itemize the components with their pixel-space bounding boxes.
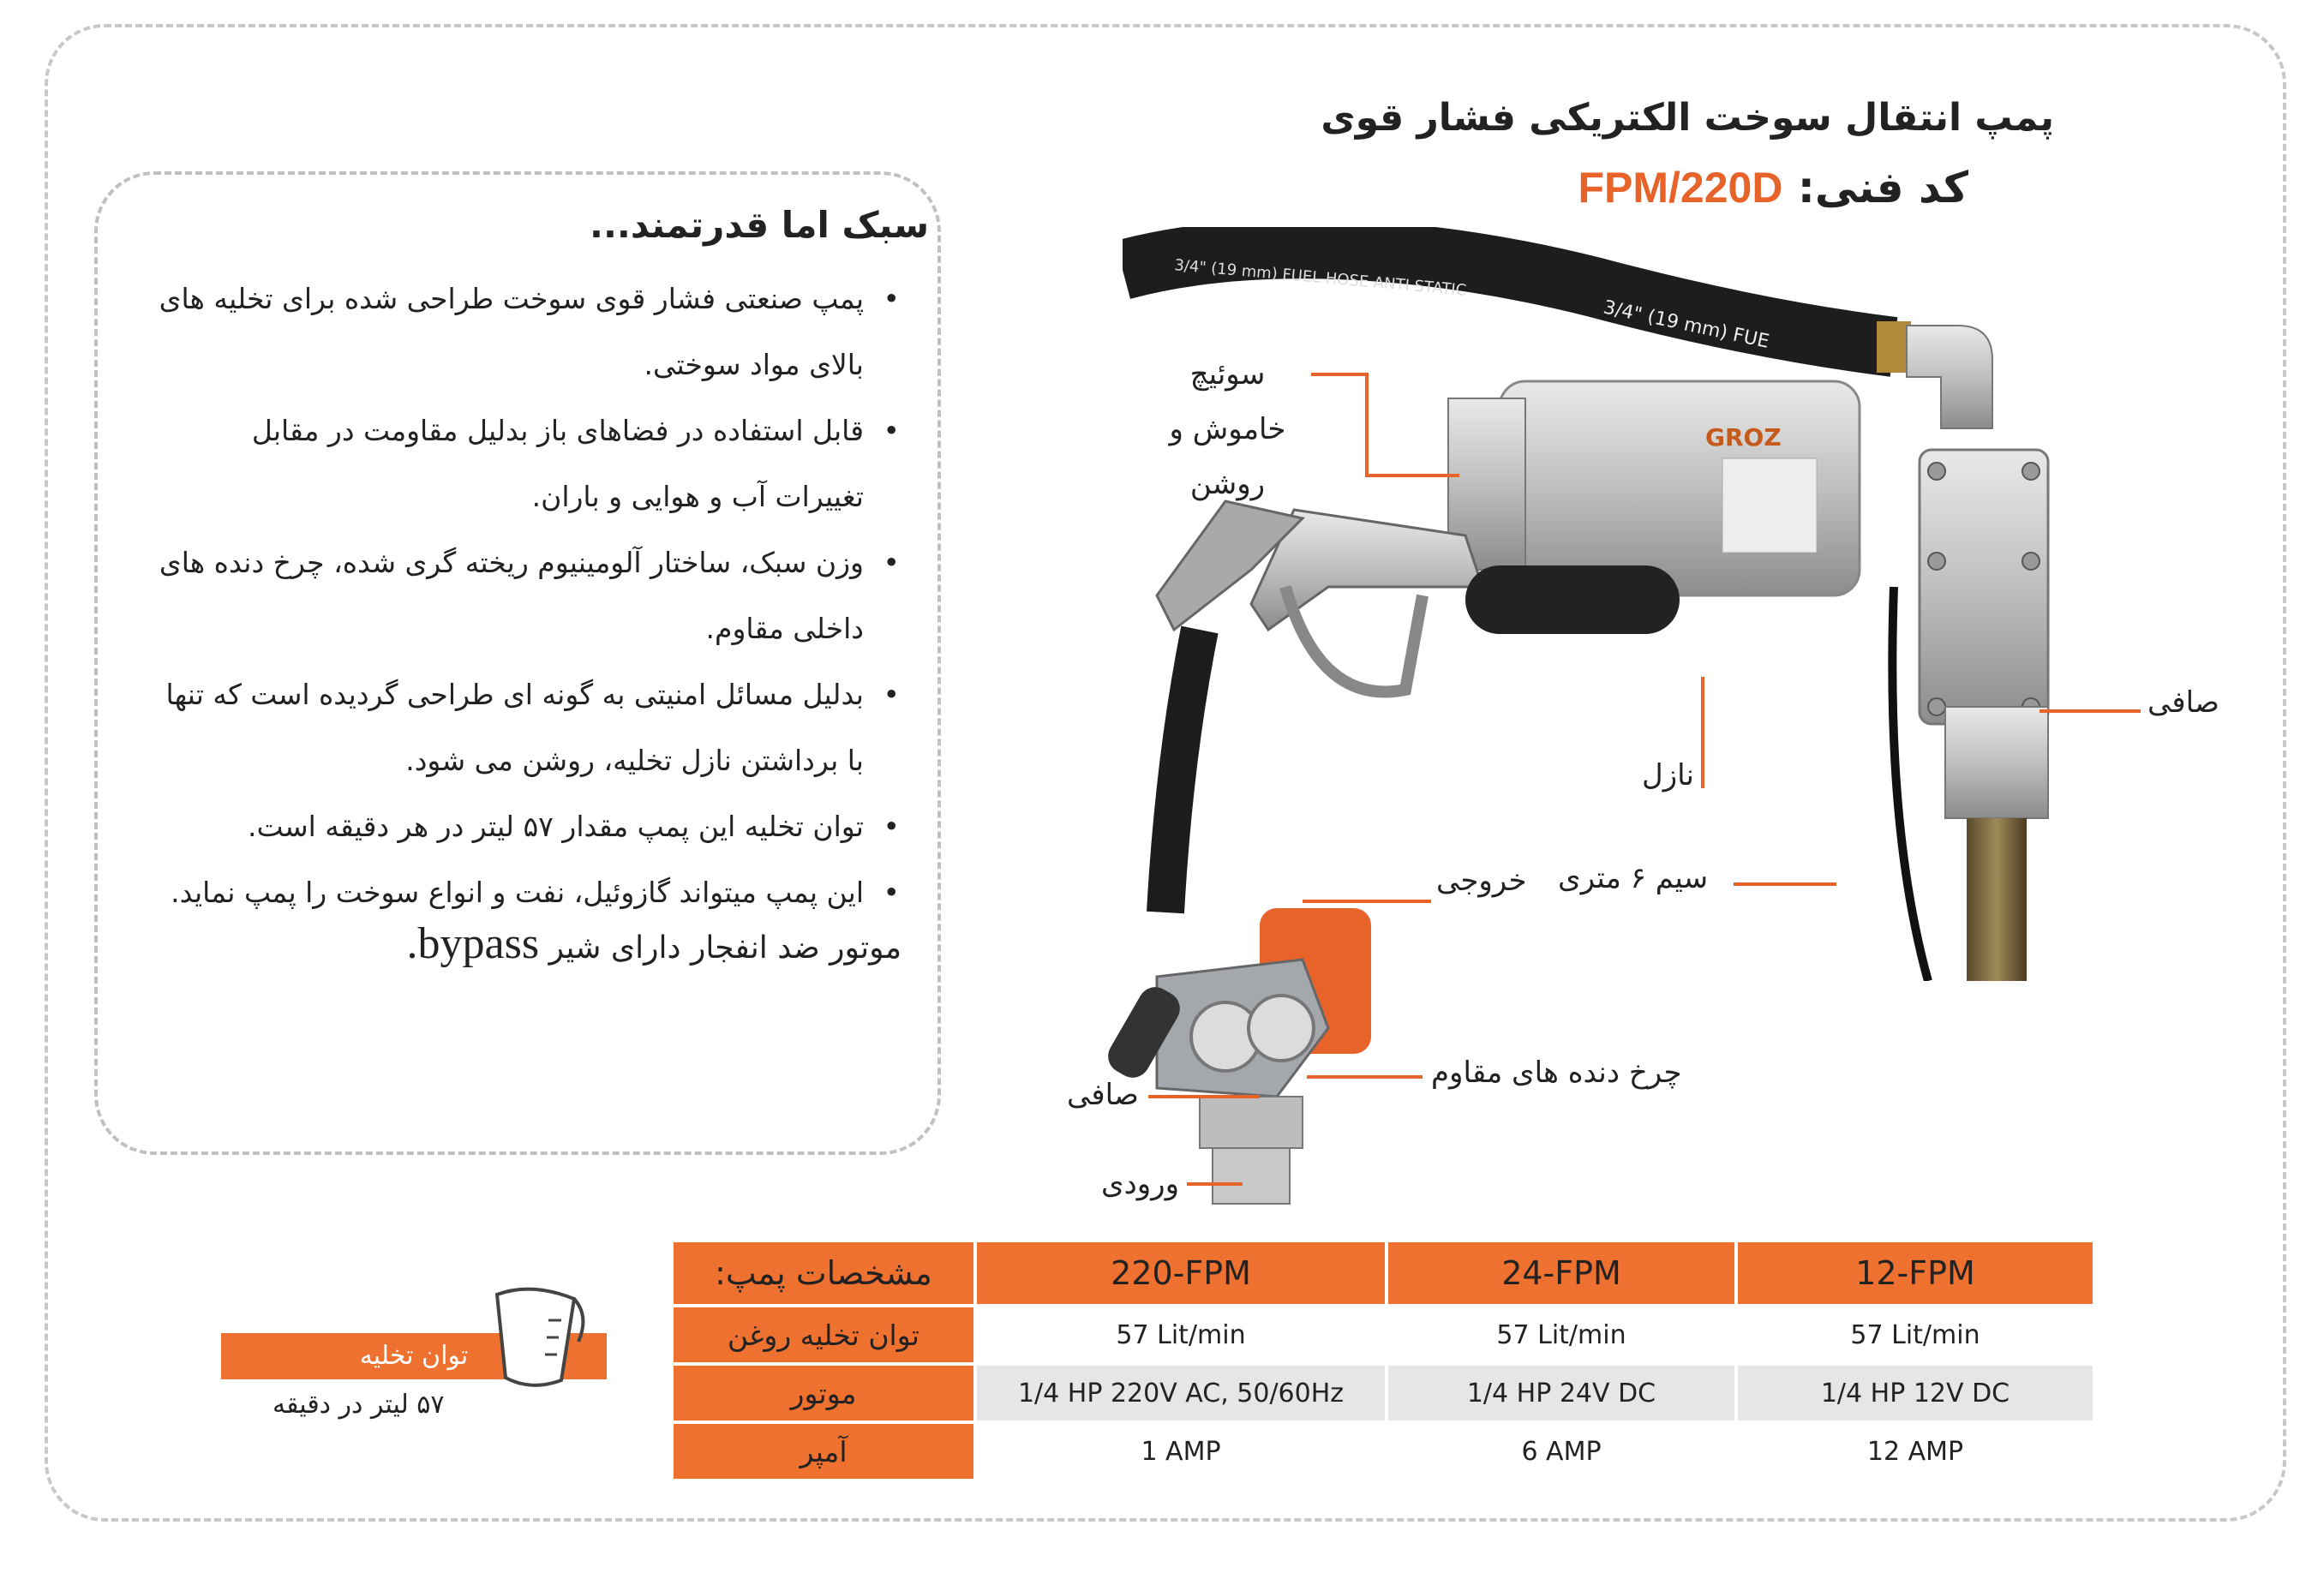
nozzle-hose: [1165, 630, 1200, 912]
table-cell: 57 Lit/min: [1116, 1319, 1246, 1350]
callout-gears: چرخ دنده های مقاوم: [1431, 1056, 1682, 1090]
motor-label: [1722, 458, 1817, 553]
callout-filter: صافی: [2147, 685, 2219, 720]
leader-line: [1311, 373, 1368, 376]
page-title: پمپ انتقال سوخت الکتریکی فشار قوی: [1321, 96, 2054, 140]
pump-head: [1920, 450, 2048, 724]
table-cell: 12 AMP: [1866, 1436, 1964, 1467]
list-item: • قابل استفاده در فضاهای باز بدلیل مقاومت در مقابل تغییرات آب و هوایی و باران.: [154, 398, 900, 529]
outlet-fitting: [1945, 707, 2048, 818]
leader-line: [1303, 900, 1431, 903]
table-cell: 1/4 HP 220V AC, 50/60Hz: [977, 1366, 1385, 1420]
features-heading: سبک اما قدرتمند...: [589, 204, 929, 246]
discharge-pipe: [1967, 818, 2027, 981]
list-item: • بدلیل مسائل امنیتی به گونه ای طراحی گردیده است که تنها با برداشتن نازل تخلیه، روشن می شود.: [154, 661, 900, 793]
gear-icon: [1249, 996, 1314, 1061]
bypass-word: bypass.: [406, 919, 540, 968]
callout-filter-2: صافی: [1067, 1078, 1139, 1112]
row-label: آمپر: [674, 1424, 973, 1479]
elbow-fitting: [1907, 326, 1992, 428]
table-cell: 57 Lit/min: [1496, 1319, 1626, 1350]
spec-table: [670, 1239, 2096, 1482]
callout-switch: سوئیچ خاموش و روشن: [1169, 357, 1286, 501]
table-header-cell: 220-FPM: [977, 1242, 1385, 1304]
leader-line: [1187, 1182, 1243, 1186]
product-code: [1578, 163, 1969, 212]
discharge-value: ۵۷ لیتر در دقیقه: [273, 1390, 445, 1420]
table-row: [674, 1307, 2093, 1362]
callout-cable: سیم ۶ متری: [1558, 861, 1709, 895]
product-code-label: کد فنی:: [1797, 163, 1968, 212]
features-list: [154, 266, 900, 925]
table-cell: 1/4 HP 24V DC: [1388, 1366, 1734, 1420]
list-item: • توان تخلیه این پمپ مقدار ۵۷ لیتر در هر دقیقه است.: [154, 793, 900, 859]
table-row: [674, 1424, 2093, 1479]
leader-line: [1307, 1075, 1423, 1079]
bypass-note: [407, 918, 901, 969]
table-cell: 57 Lit/min: [1850, 1319, 1980, 1350]
table-cell: 6 AMP: [1521, 1436, 1602, 1467]
bypass-prefix: موتور ضد انفجار دارای شیر: [548, 930, 901, 966]
table-header-row: [674, 1242, 2093, 1304]
table-cell: 1 AMP: [1141, 1436, 1221, 1467]
brand-label: GROZ: [1705, 423, 1782, 452]
leader-line: [1148, 1095, 1260, 1098]
nozzle-grip: [1465, 565, 1680, 634]
row-label: موتور: [674, 1366, 973, 1420]
discharge-label: توان تخلیه: [221, 1333, 607, 1379]
list-item: • وزن سبک، ساختار آلومینیوم ریخته گری شده، چرخ دنده های داخلی مقاوم.: [154, 529, 900, 661]
beaker-icon: [480, 1282, 591, 1393]
list-item: • پمپ صنعتی فشار قوی سوخت طراحی شده برای تخلیه های بالای مواد سوختی.: [154, 266, 900, 398]
list-item: • این پمپ میتواند گازوئیل، نفت و انواع سوخت را پمپ نماید.: [154, 859, 900, 925]
leader-line: [1365, 373, 1369, 475]
leader-line: [2039, 709, 2141, 713]
callout-nozzle: نازل: [1642, 758, 1694, 792]
leader-line: [1365, 474, 1459, 477]
row-label: توان تخلیه روغن: [674, 1307, 973, 1362]
hose-text-1: 3/4" (19 mm) FUEL HOSE ANTI STATIC: [1173, 256, 1468, 300]
leader-line: [1701, 677, 1704, 788]
leader-line: [1734, 882, 1836, 886]
cutaway-strainer: [1200, 1097, 1303, 1148]
table-header-cell: 12-FPM: [1738, 1242, 2093, 1304]
table-cell: 1/4 HP 12V DC: [1738, 1366, 2093, 1420]
callout-outlet: خروجی: [1436, 864, 1527, 898]
product-code-value: FPM/220D: [1578, 164, 1783, 212]
callout-inlet: ورودی: [1101, 1167, 1180, 1201]
table-header-cell: 24-FPM: [1388, 1242, 1734, 1304]
table-row: [674, 1366, 2093, 1420]
pump-cutaway: [1105, 891, 1465, 1208]
table-header-cell: مشخصات پمپ:: [674, 1242, 973, 1304]
cutaway-inlet: [1213, 1148, 1290, 1204]
hose-text-2: 3/4" (19 mm) FUE: [1601, 296, 1771, 353]
